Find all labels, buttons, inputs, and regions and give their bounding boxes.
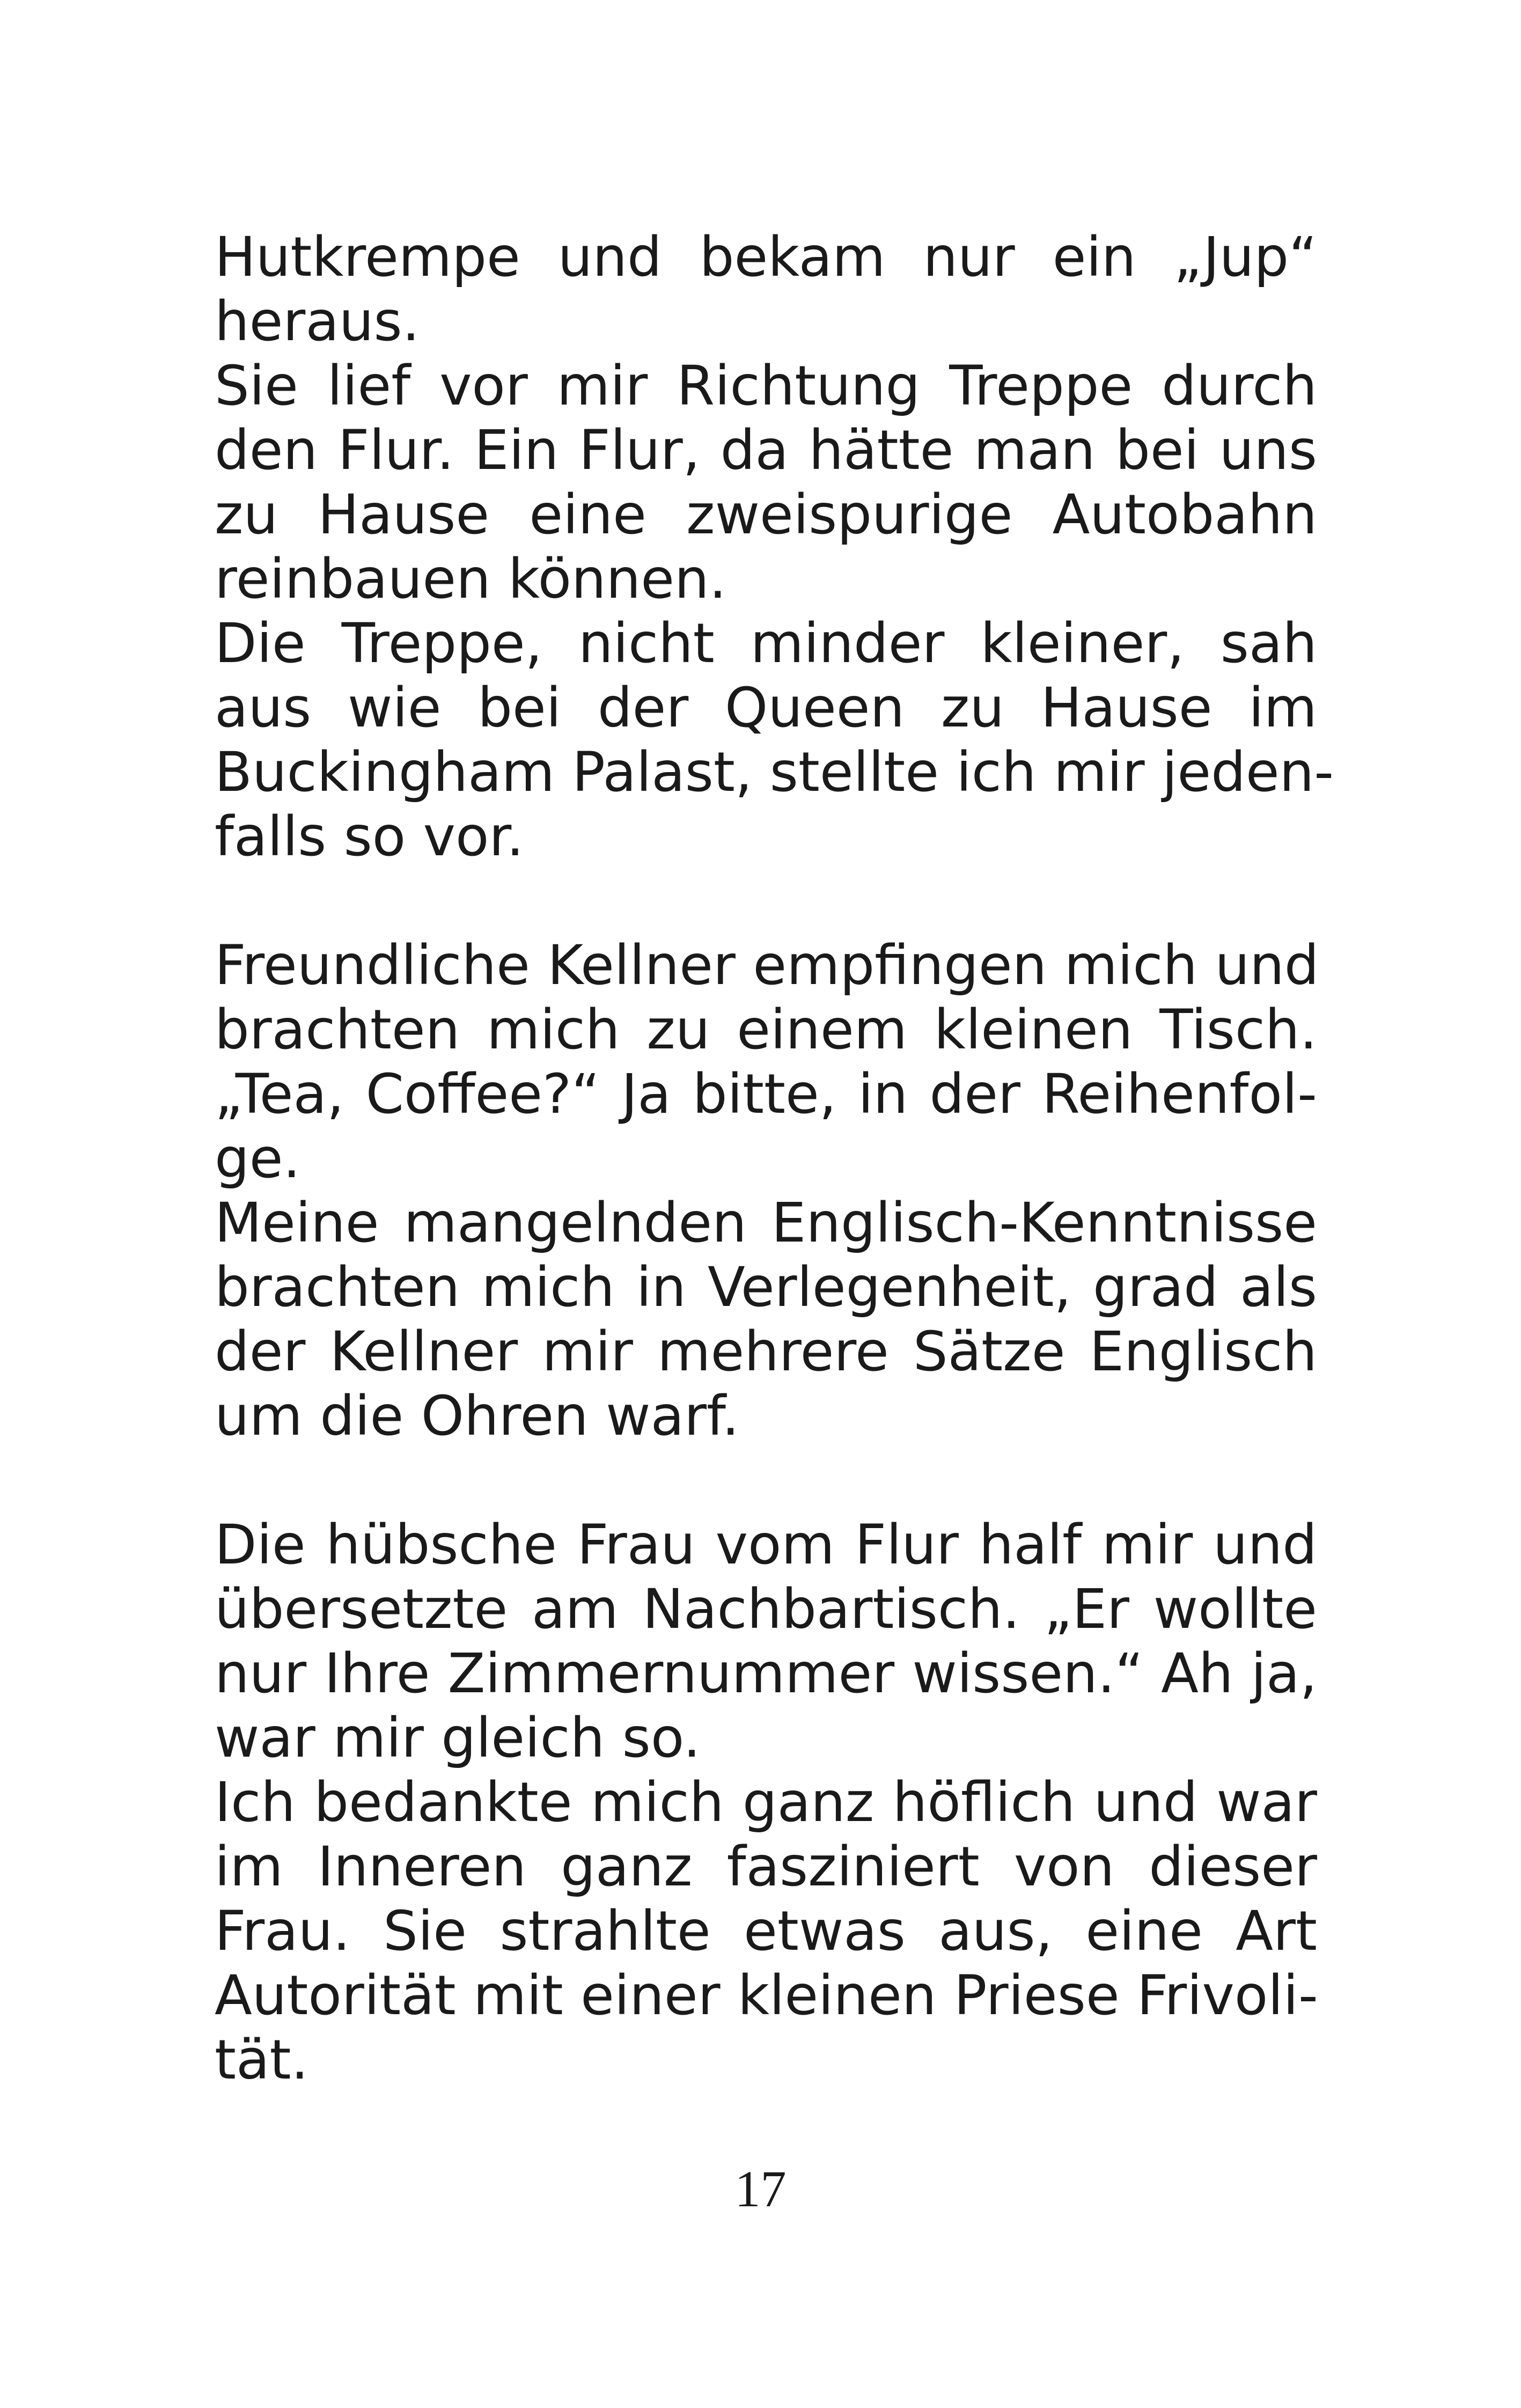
text-line: reinbauen können. [215,547,727,611]
text-line: heraus. [215,290,420,354]
text-line: Sie lief vor mir Richtung Treppe durch [215,354,1317,418]
text-line: brachten mich zu einem kleinen Tisch. [215,998,1317,1062]
text-line: Hutkrempe und bekam nur ein „Jup“ [215,225,1317,289]
text-line: übersetzte am Nachbartisch. „Er wollte [215,1577,1317,1641]
text-line: Buckingham Palast, stellte ich mir jeden- [215,740,1334,804]
text-line: falls so vor. [215,805,524,869]
text-line: Autorität mit einer kleinen Priese Frivoli- [215,1964,1318,2028]
text-line: Ich bedankte mich ganz höflich und war [215,1771,1317,1834]
paragraph-gap [215,1449,1317,1513]
text-line: im Inneren ganz fasziniert von dieser [215,1835,1317,1899]
text-line: nur Ihre Zimmernummer wissen.“ Ah ja, [215,1642,1317,1706]
paragraph-gap [215,869,1317,934]
text-line: Meine mangelnden Englisch-Kenntnisse [215,1191,1317,1255]
text-line: Freundliche Kellner empfingen mich und [215,934,1319,997]
body-text [215,225,1334,2093]
text-line: brachten mich in Verlegenheit, grad als [215,1256,1317,1319]
text-line: Die hübsche Frau vom Flur half mir und [215,1513,1317,1577]
text-line: „Tea, Coffee?“ Ja bitte, in der Reihenfol- [215,1062,1317,1126]
text-line: der Kellner mir mehrere Sätze Englisch [215,1320,1317,1384]
paragraph [215,1513,1317,2093]
text-line: war mir gleich so. [215,1706,701,1770]
text-line: Die Treppe, nicht minder kleiner, sah [215,612,1317,676]
text-line: ge. [215,1127,300,1191]
text-line: aus wie bei der Queen zu Hause im [215,676,1317,740]
text-line: Frau. Sie strahlte etwas aus, eine Art [215,1899,1317,1963]
page-number: 17 [734,2160,787,2218]
text-line: den Flur. Ein Flur, da hätte man bei uns [215,419,1317,482]
text-line: um die Ohren warf. [215,1384,739,1448]
text-line: tät. [215,2028,308,2092]
text-line: zu Hause eine zweispurige Autobahn [215,483,1317,547]
paragraph [215,225,1334,869]
paragraph [215,934,1317,1449]
